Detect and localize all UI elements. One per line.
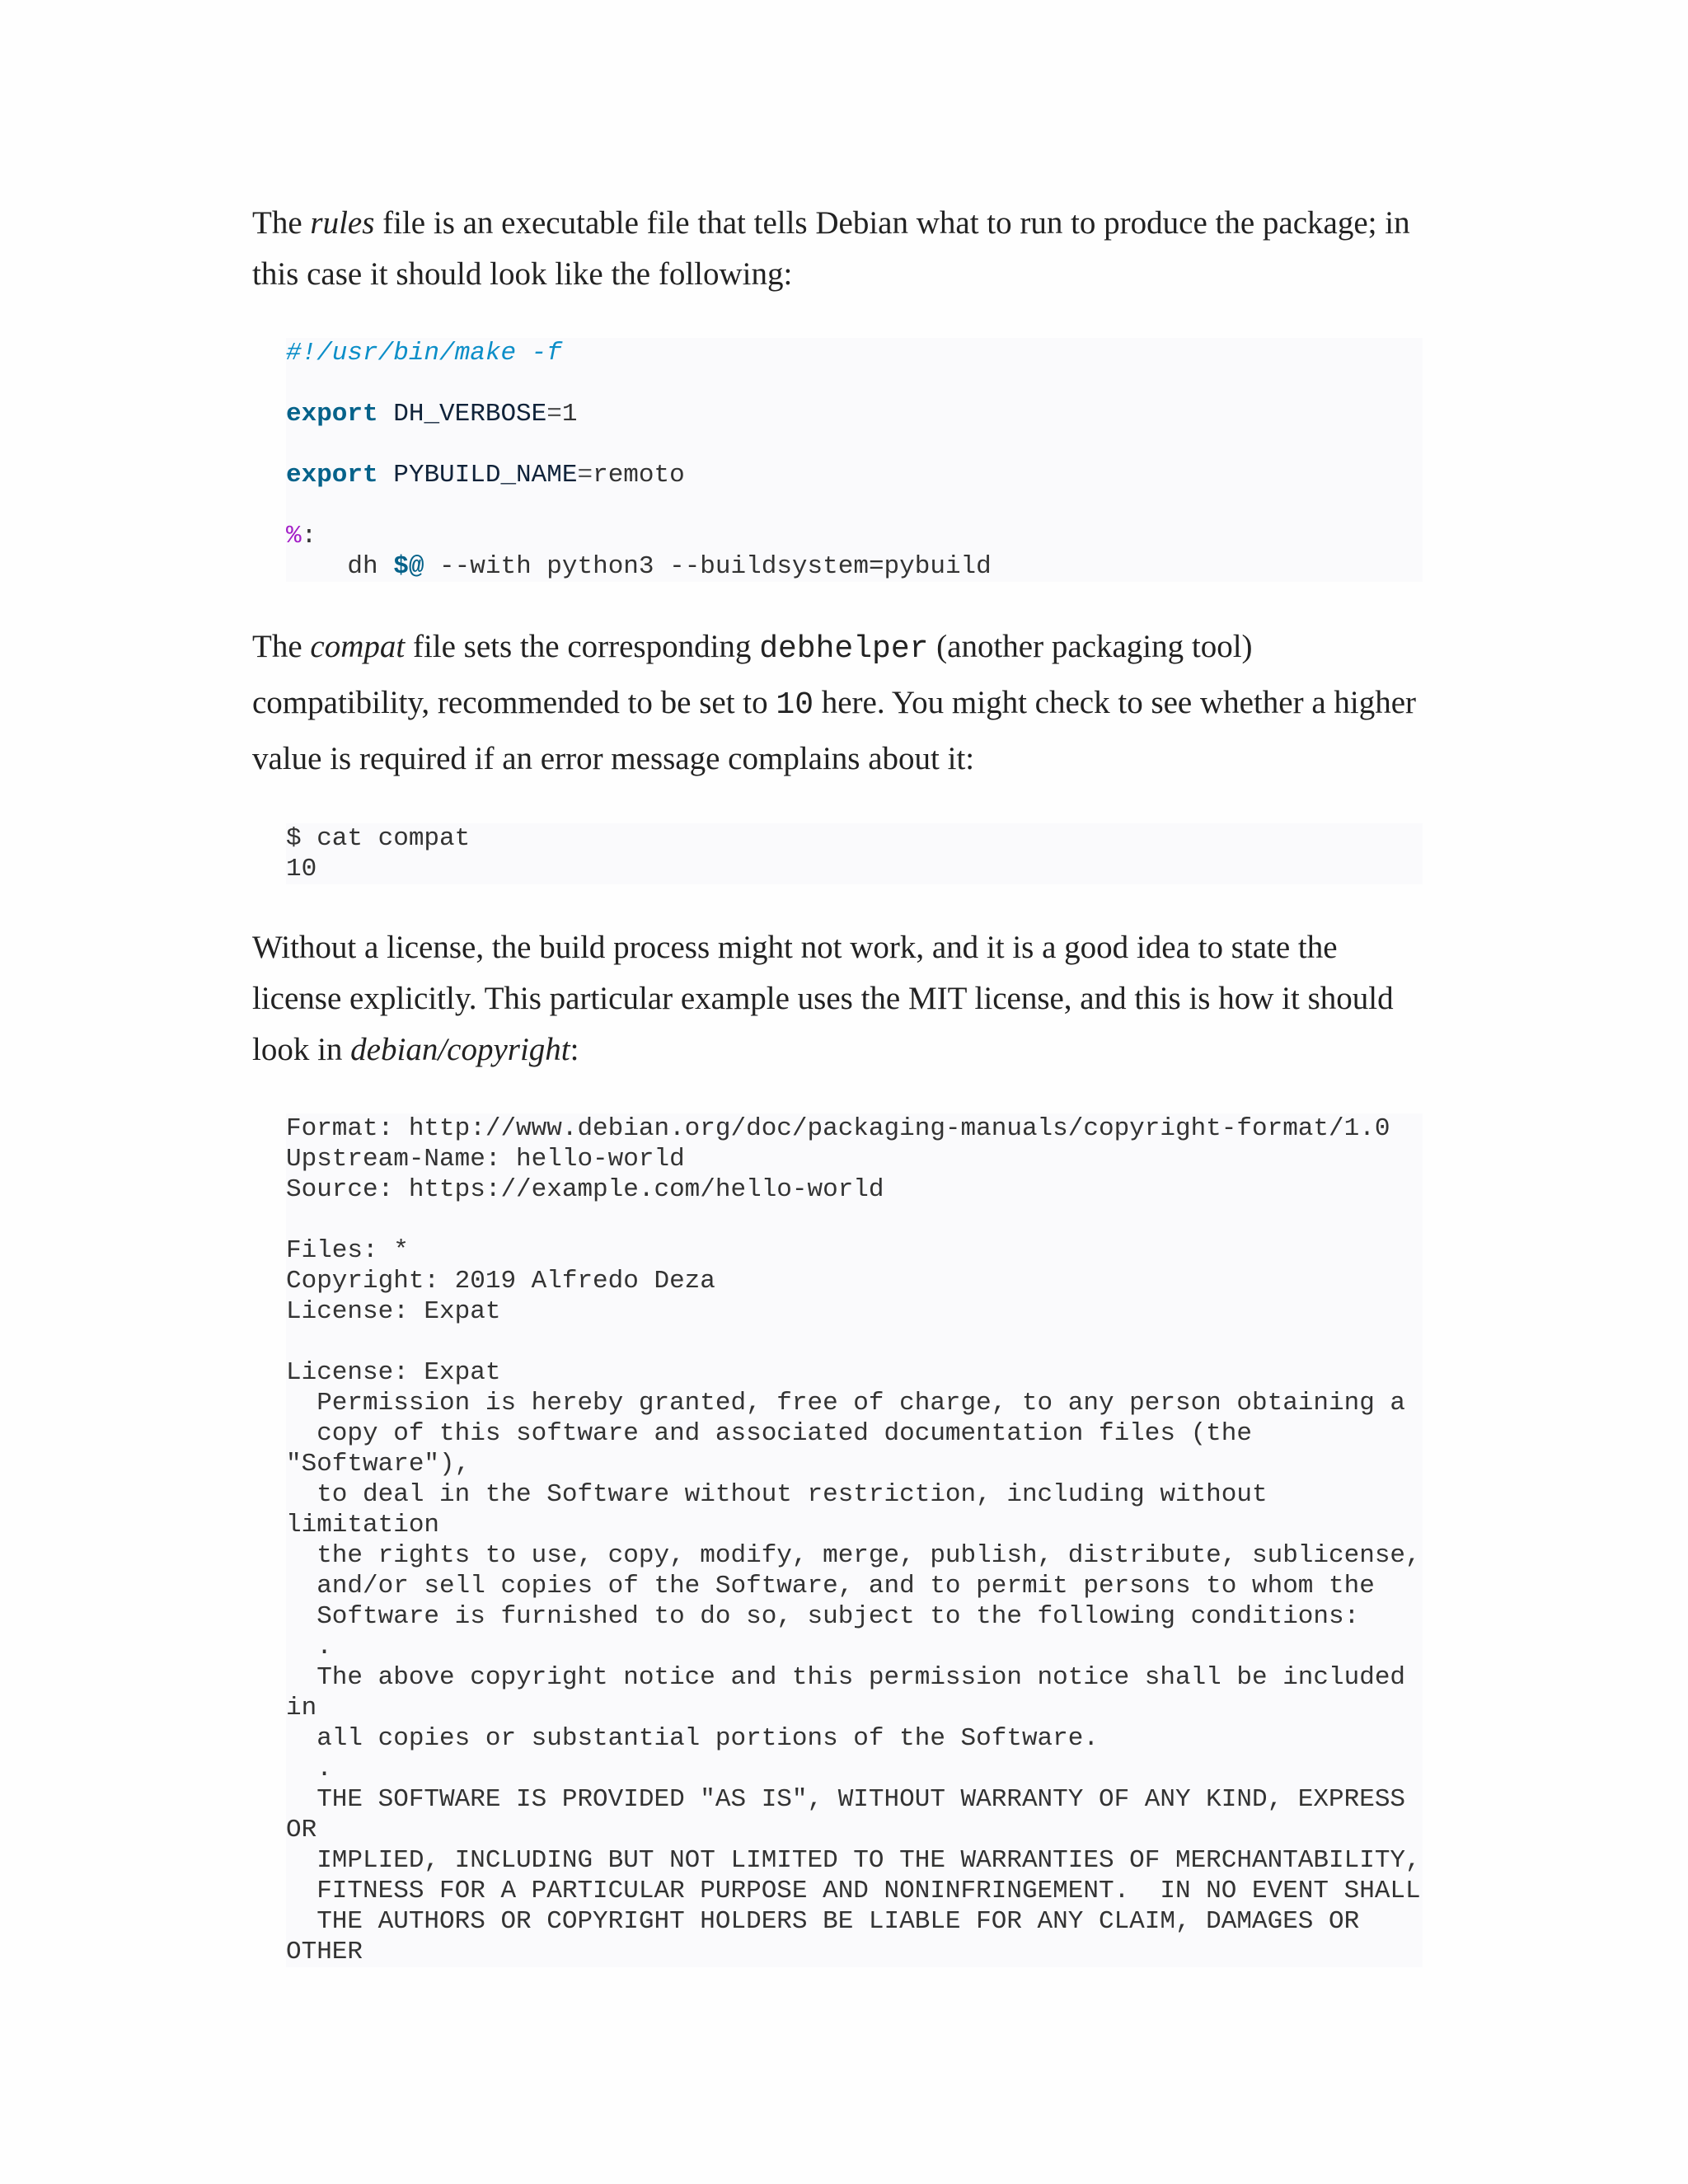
paragraph-compat [252, 620, 1423, 785]
text: : [570, 1032, 579, 1067]
code-block-copyright: Format: http://www.debian.org/doc/packaging-manuals/copyright-format/1.0 Upstream-Name: hello-world Source: https://example.com/hello-world Files: * Copyright: 2019 Alfredo Deza License: Expat License: Expat Permission is hereby granted, free of charge, to any person obtaining a copy of this software and associated documentation files (the "Software"), to deal in the Software without restriction, including without limitation the rights to use, copy, modify, merge, publish, distribute, sublicense, and/or sell copies of the Software, and to permit persons to whom the Software is furnished to do so, subject to the following conditions: . The above copyright notice and this permission notice shall be included in all copies or substantial portions of the Software. . THE SOFTWARE IS PROVIDED "AS IS", WITHOUT WARRANTY OF ANY KIND, EXPRESS OR IMPLIED, INCLUDING BUT NOT LIMITED TO THE WARRANTIES OF MERCHANTABILITY, FITNESS FOR A PARTICULAR PURPOSE AND NONINFRINGEMENT. IN NO EVENT SHALL THE AUTHORS OR COPYRIGHT HOLDERS BE LIABLE FOR ANY CLAIM, DAMAGES OR OTHER [286, 1113, 1423, 1967]
filename-compat: compat [310, 629, 406, 664]
filename-rules: rules [310, 205, 375, 241]
export-keyword: export [286, 400, 378, 429]
inline-code-debhelper: debhelper [759, 631, 929, 667]
paragraph-license [252, 922, 1423, 1076]
text: here. You might check to see whether a higher value is required if an error message complains about it: [252, 685, 1417, 776]
target-pattern: % [286, 522, 302, 551]
export-keyword: export [286, 461, 378, 490]
value: remoto [593, 461, 685, 490]
automatic-variable: $@ [393, 552, 424, 581]
document-page [252, 198, 1423, 1967]
text: Without a license, the build process might not work, and it is a good idea to state the license explicitly. This particular example uses the MIT license, and this is how it should look in [252, 930, 1394, 1067]
equals: = [577, 461, 593, 490]
target-colon: : [301, 522, 317, 551]
command-args: --with python3 --buildsystem=pybuild [424, 552, 992, 581]
variable-pybuild-name: PYBUILD_NAME [393, 461, 578, 490]
text: file sets the corresponding [405, 629, 760, 664]
value: 1 [561, 400, 578, 429]
equals: = [546, 400, 562, 429]
command: dh [286, 552, 394, 581]
inline-code-10: 10 [776, 687, 814, 723]
filename-copyright: debian/copyright [350, 1032, 570, 1067]
text: file is an executable file that tells Debian what to run to produce the package; in this case it should look like the following: [252, 205, 1410, 292]
text: (another packaging tool) compatibility, recommended to be set to [252, 629, 1253, 720]
code-block-rules [286, 338, 1423, 582]
text: The [252, 629, 311, 664]
paragraph-rules-intro [252, 198, 1423, 300]
code-block-compat: $ cat compat 10 [286, 823, 1423, 884]
text: The [252, 205, 311, 241]
shebang-comment: #!/usr/bin/make -f [286, 339, 562, 368]
variable-dh-verbose: DH_VERBOSE [393, 400, 547, 429]
